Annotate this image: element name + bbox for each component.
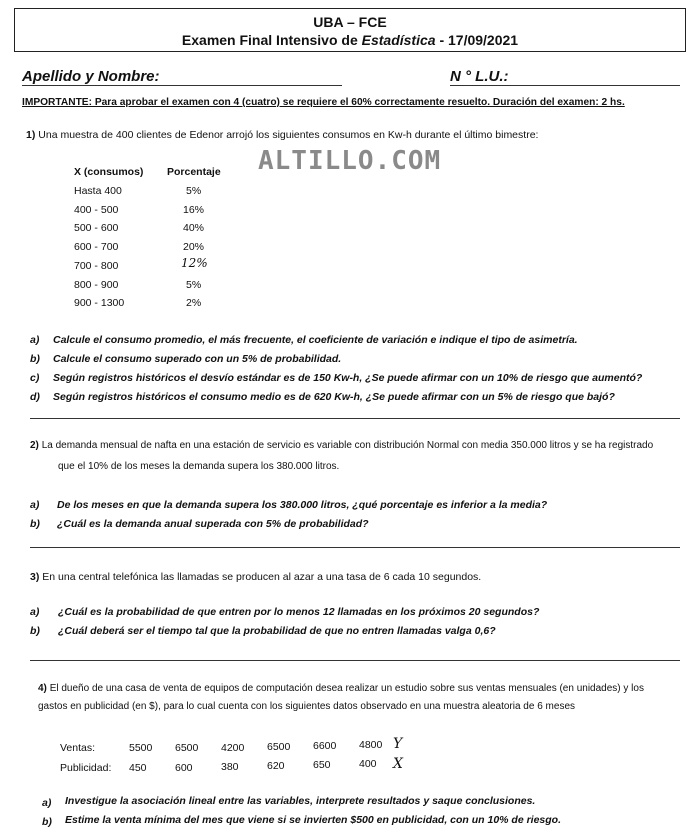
table-cell-percent: 5% [186,185,202,197]
table-cell-range: 700 - 800 [74,260,119,272]
publicidad-value: 650 [313,759,331,771]
table-header-x: X (consumos) [74,166,144,178]
q3-item-text: ¿Cuál deberá ser el tiempo tal que la probabilidad de que no entren llamadas valga 0,6? [58,625,496,637]
q2-item-text: ¿Cuál es la demanda anual superada con 5% de probabilidad? [57,518,369,530]
q1-statement: 1) Una muestra de 400 clientes de Edenor arrojó los siguientes consumos en Kw-h durante el último bimestre: [26,129,539,141]
table-cell-percent: 20% [183,241,205,253]
q1-item-letter: d) [30,391,40,403]
publicidad-label: Publicidad: [60,762,112,774]
handwritten-x-mark: X [393,756,403,772]
q2-item-letter: b) [30,518,40,530]
handwritten-y-mark: Y [393,736,403,752]
q3-item-letter: b) [30,625,40,637]
watermark: ALTILLO.COM [258,146,442,176]
publicidad-value: 600 [175,762,193,774]
ventas-value: 6500 [267,741,291,753]
table-cell-percent-handwritten: 12% [181,256,208,270]
table-cell-range: 600 - 700 [74,241,119,253]
q2-statement-line1: 2) La demanda mensual de nafta en una estación de servicio es variable con distribución Normal con media 350.000 litros y se ha registrado [30,440,654,451]
q1-item-letter: b) [30,353,40,365]
separator-line [30,547,680,548]
q2-item-letter: a) [30,499,40,511]
important-note: IMPORTANTE: Para aprobar el examen con 4 (cuatro) se requiere el 60% correctamente resuelto. Duración del examen: 2 hs. [22,97,625,108]
q4-item-letter: b) [42,816,52,828]
ventas-label: Ventas: [60,742,96,754]
q4-item-letter: a) [42,797,52,809]
q1-item-letter: c) [30,372,40,384]
q3-item-letter: a) [30,606,40,618]
q4-statement-line2: gastos en publicidad (en $), para lo cual cuenta con los siguientes datos observado en una muestra aleatoria de 6 meses [38,701,576,712]
name-label: Apellido y Nombre: [22,68,160,85]
exam-institution: UBA – FCE [313,14,387,30]
separator-line [30,418,680,419]
publicidad-value: 450 [129,762,147,774]
exam-title: Examen Final Intensivo de Estadística - 17/09/2021 [181,32,519,48]
ventas-value: 5500 [129,742,153,754]
lu-line [450,85,680,86]
q3-statement: 3) En una central telefónica las llamadas se producen al azar a una tasa de 6 cada 10 segundos. [30,571,482,583]
q4-item-text: Estime la venta mínima del mes que viene si se invierten $500 en publicidad, con un 10% de riesgo. [65,814,562,826]
q2-item-text: De los meses en que la demanda supera los 380.000 litros, ¿qué porcentaje es inferior a la media? [57,499,548,511]
table-cell-percent: 16% [183,204,205,216]
q3-item-text: ¿Cuál es la probabilidad de que entren por lo menos 12 llamadas en los próximos 20 segundos? [58,606,540,618]
separator-line [30,660,680,661]
table-cell-percent: 2% [186,297,202,309]
table-cell-percent: 40% [183,222,205,234]
publicidad-value: 400 [359,758,377,770]
q1-item-text: Calcule el consumo superado con un 5% de probabilidad. [53,353,342,365]
publicidad-value: 380 [221,761,239,773]
table-header-percent: Porcentaje [167,166,221,178]
q2-statement-line2: que el 10% de los meses la demanda supera los 380.000 litros. [58,461,340,472]
ventas-value: 4200 [221,742,245,754]
ventas-value: 6600 [313,740,337,752]
table-cell-range: 800 - 900 [74,279,119,291]
table-cell-range: 400 - 500 [74,204,119,216]
q1-item-text: Según registros históricos el consumo medio es de 620 Kw-h, ¿Se puede afirmar con un 5% de riesgo que bajó? [53,391,615,403]
q4-statement-line1: 4) El dueño de una casa de venta de equipos de computación desea realizar un estudio sobre sus ventas mensuales (en unidades) y los [38,683,644,694]
q1-item-text: Según registros históricos el desvío estándar es de 150 Kw-h, ¿Se puede afirmar con un 10% de riesgo que aumentó? [53,372,643,384]
table-cell-percent: 5% [186,279,202,291]
ventas-value: 4800 [359,739,383,751]
name-line [22,85,342,86]
lu-label: N ° L.U.: [450,68,509,85]
table-cell-range: 500 - 600 [74,222,119,234]
ventas-value: 6500 [175,742,199,754]
publicidad-value: 620 [267,760,285,772]
table-cell-range: 900 - 1300 [74,297,125,309]
table-cell-range: Hasta 400 [74,185,122,197]
q4-item-text: Investigue la asociación lineal entre las variables, interprete resultados y saque conclusiones. [65,795,536,807]
q1-item-letter: a) [30,334,40,346]
q1-item-text: Calcule el consumo promedio, el más frecuente, el coeficiente de variación e indique el tipo de asimetría. [53,334,578,346]
